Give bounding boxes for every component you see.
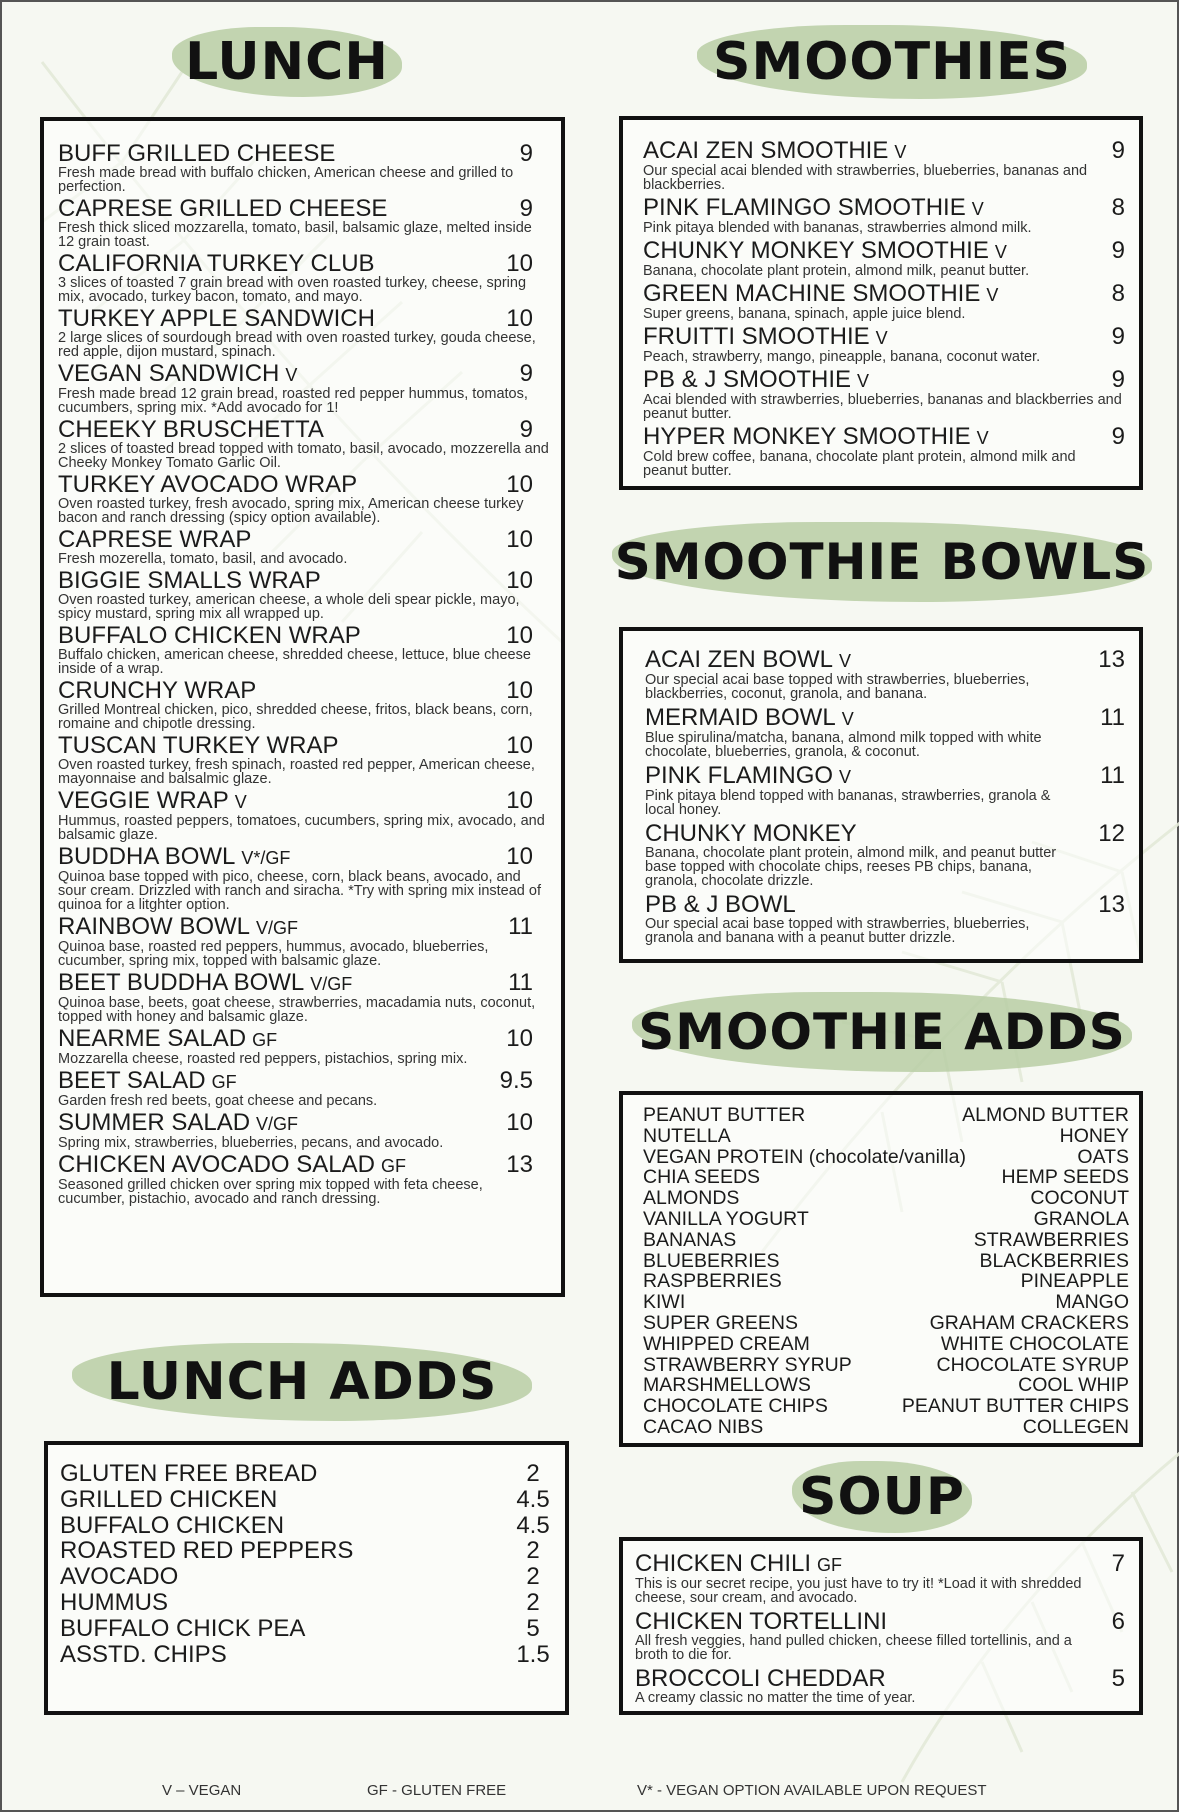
item-description: A creamy classic no matter the time of year.	[635, 1690, 916, 1706]
item-price: 10	[506, 843, 533, 870]
lunch-add-price: 2	[526, 1563, 540, 1591]
item-price: 10	[506, 1025, 533, 1052]
item-name-text: RAINBOW BOWL	[58, 913, 251, 940]
menu-item	[643, 195, 1125, 235]
item-name	[58, 472, 551, 498]
lunch-add-row	[60, 1642, 553, 1668]
item-name	[643, 367, 1125, 394]
lunch-item-list	[58, 141, 551, 1206]
item-name	[58, 141, 551, 167]
item-description: Banana, chocolate plant protein, almond milk, peanut butter.	[643, 263, 1030, 279]
smoothie-add-row	[643, 1167, 1129, 1188]
item-name	[58, 568, 551, 594]
lunch-adds-box	[44, 1441, 569, 1715]
item-description: Buffalo chicken, american cheese, shredded cheese, lettuce, blue cheese inside of a wrap.	[58, 647, 531, 677]
item-name	[58, 623, 551, 649]
item-name-text: CAPRESE GRILLED CHEESE	[58, 195, 388, 222]
smoothie-add-right: BLACKBERRIES	[979, 1249, 1129, 1272]
menu-item	[643, 238, 1125, 278]
item-description: Fresh made bread with buffalo chicken, American cheese and grilled to perfection.	[58, 165, 514, 195]
menu-item	[58, 472, 551, 525]
dietary-tag: V	[986, 285, 999, 305]
item-description: Quinoa base topped with pico, cheese, corn, black beans, avocado, and sour cream. Drizzled with ranch and siracha. *Try with spring mix instead of quinoa for a litghter option.	[58, 869, 541, 913]
smoothie-add-right: COCONUT	[1030, 1187, 1129, 1210]
menu-item	[58, 1026, 551, 1066]
item-description: Our special acai base topped with strawberries, blueberries, blackberries, coconut, granola, and banana.	[645, 672, 1030, 702]
item-name-text: CALIFORNIA TURKEY CLUB	[58, 250, 375, 277]
smoothie-add-row	[643, 1188, 1129, 1209]
item-description: Pink pitaya blend topped with bananas, strawberries, granola & local honey.	[645, 788, 1051, 818]
smoothie-add-row	[643, 1230, 1129, 1251]
smoothie-add-row	[643, 1209, 1129, 1230]
smoothie-add-right: GRAHAM CRACKERS	[929, 1311, 1129, 1334]
legend-vegan: V – VEGAN	[162, 1782, 242, 1799]
dietary-tag: V	[839, 767, 852, 787]
dietary-tag: V	[841, 709, 854, 729]
item-price: 11	[1100, 704, 1125, 731]
lunch-add-price: 5	[526, 1614, 540, 1642]
item-price: 9	[1111, 137, 1125, 164]
smoothie-add-right: STRAWBERRIES	[973, 1228, 1129, 1251]
dietary-tag: GF	[211, 1072, 237, 1092]
item-name	[635, 1666, 1125, 1692]
lunch-add-row	[60, 1513, 553, 1539]
item-price: 13	[1098, 646, 1125, 673]
item-name	[58, 678, 551, 704]
smoothie-add-left: CACAO NIBS	[643, 1415, 764, 1438]
menu-item	[58, 623, 551, 676]
item-description: Oven roasted turkey, fresh avocado, spring mix, American cheese turkey bacon and ranch dressing (spicy option available).	[58, 496, 524, 526]
item-description: Spring mix, strawberries, blueberries, pecans, and avocado.	[58, 1135, 444, 1151]
item-name-text: BUFFALO CHICKEN WRAP	[58, 622, 361, 649]
item-price: 9	[519, 195, 533, 222]
item-name	[645, 821, 1125, 847]
item-description: Banana, chocolate plant protein, almond milk, and peanut butter base topped with chocolate chips, reeses PB chips, banana, granola, chocolate drizzle.	[645, 845, 1057, 889]
item-name-text: GREEN MACHINE SMOOTHIE	[643, 280, 981, 307]
dietary-tag: GF	[380, 1156, 406, 1176]
item-name	[58, 527, 551, 553]
smoothie-add-row	[643, 1292, 1129, 1313]
item-name-text: CHUNKY MONKEY	[645, 820, 857, 847]
dietary-tag: V	[894, 142, 907, 162]
lunch-add-name: GRILLED CHICKEN	[60, 1485, 278, 1513]
item-name-text: CHUNKY MONKEY SMOOTHIE	[643, 237, 989, 264]
item-price: 5	[1111, 1665, 1125, 1692]
item-description: Hummus, roasted peppers, tomatoes, cucumbers, spring mix, avocado, and balsamic glaze.	[58, 813, 545, 843]
smoothie-add-left: CHOCOLATE CHIPS	[643, 1395, 828, 1418]
item-price: 9	[519, 360, 533, 387]
smoothies-list	[643, 138, 1125, 478]
menu-item	[645, 763, 1125, 817]
smoothie-add-right: OATS	[1077, 1145, 1129, 1168]
menu-item	[58, 568, 551, 621]
smoothie-add-right: WHITE CHOCOLATE	[940, 1332, 1129, 1355]
item-description: Quinoa base, roasted red peppers, hummus, avocado, blueberries, cucumber, spring mix, topped with balsamic glaze.	[58, 939, 489, 969]
item-name-text: BIGGIE SMALLS WRAP	[58, 567, 321, 594]
item-name-text: SUMMER SALAD	[58, 1109, 251, 1136]
item-price: 11	[1100, 762, 1125, 789]
smoothie-add-left: BANANAS	[643, 1228, 737, 1251]
dietary-tag: V*/GF	[241, 848, 291, 868]
item-price: 10	[506, 471, 533, 498]
dietary-tag: V	[994, 242, 1007, 262]
item-name	[58, 1068, 551, 1095]
item-price: 10	[506, 1109, 533, 1136]
item-name-text: TUSCAN TURKEY WRAP	[58, 732, 339, 759]
item-name-text: PB & J SMOOTHIE	[643, 366, 852, 393]
smoothie-add-left: MARSHMELLOWS	[643, 1374, 811, 1397]
lunch-add-name: BUFFALO CHICKEN	[60, 1511, 285, 1539]
smoothie-adds-box	[619, 1091, 1143, 1447]
item-price: 11	[508, 969, 533, 996]
item-name	[58, 1110, 551, 1137]
smoothie-add-row	[643, 1251, 1129, 1272]
item-name	[58, 914, 551, 941]
item-price: 8	[1111, 280, 1125, 307]
menu-item	[635, 1666, 1125, 1705]
item-name	[58, 417, 551, 443]
smoothie-add-left: PEANUT BUTTER	[643, 1104, 806, 1126]
smoothie-add-row	[643, 1126, 1129, 1147]
item-price: 9	[1111, 366, 1125, 393]
smoothie-add-left: STRAWBERRY SYRUP	[643, 1353, 852, 1376]
dietary-tag: V/GF	[256, 1114, 299, 1134]
item-price: 13	[1098, 891, 1125, 918]
smoothie-add-left: VEGAN PROTEIN (chocolate/vanilla)	[643, 1145, 966, 1168]
menu-item	[645, 705, 1125, 759]
smoothie-bowls-list	[645, 647, 1125, 945]
menu-item	[645, 647, 1125, 701]
dietary-tag: V	[976, 428, 989, 448]
lunch-adds-heading: LUNCH ADDS	[62, 1342, 542, 1422]
lunch-add-price: 2	[526, 1460, 540, 1487]
item-description: Our special acai blended with strawberries, blueberries, bananas and blackberries.	[643, 163, 1088, 193]
menu-item	[58, 678, 551, 731]
menu-item	[58, 527, 551, 566]
menu-item	[645, 821, 1125, 888]
dietary-tag: V/GF	[310, 974, 353, 994]
dietary-tag: V	[971, 199, 984, 219]
item-description: Oven roasted turkey, fresh spinach, roasted red pepper, American cheese, mayonnaise and balsalmic glaze.	[58, 757, 535, 787]
item-name-text: HYPER MONKEY SMOOTHIE	[643, 423, 971, 450]
item-description: Quinoa base, beets, goat cheese, strawberries, macadamia nuts, coconut, topped with honey and balsamic glaze.	[58, 995, 536, 1025]
menu-item	[58, 733, 551, 786]
item-name-text: BEET BUDDHA BOWL	[58, 969, 305, 996]
item-description: 2 slices of toasted bread topped with tomato, basil, avocado, mozzerella and Cheeky Monkey Tomato Garlic Oil.	[58, 441, 549, 471]
item-description: Mozzarella cheese, roasted red peppers, pistachios, spring mix.	[58, 1051, 468, 1067]
item-price: 10	[506, 567, 533, 594]
menu-item	[58, 306, 551, 359]
smoothie-bowls-heading: SMOOTHIE BOWLS	[602, 522, 1162, 602]
smoothie-add-right: PINEAPPLE	[1020, 1270, 1129, 1293]
item-name-text: CHICKEN AVOCADO SALAD	[58, 1151, 375, 1178]
item-price: 9	[519, 416, 533, 443]
item-description: 3 slices of toasted 7 grain bread with oven roasted turkey, cheese, spring mix, avocado, turkey bacon, tomato, and mayo.	[58, 275, 527, 305]
item-description: Pink pitaya blended with bananas, strawberries almond milk.	[643, 220, 1032, 236]
item-name-text: BUFF GRILLED CHEESE	[58, 140, 336, 167]
item-name-text: VEGAN SANDWICH	[58, 360, 280, 387]
item-price: 10	[506, 787, 533, 814]
lunch-add-row	[60, 1590, 553, 1616]
item-name	[58, 970, 551, 997]
smoothie-add-left: ALMONDS	[643, 1187, 740, 1210]
item-description: Fresh mozerella, tomato, basil, and avocado.	[58, 551, 348, 567]
item-price: 13	[506, 1151, 533, 1178]
smoothie-add-right: GRANOLA	[1033, 1207, 1129, 1230]
item-description: This is our secret recipe, you just have to try it! *Load it with shredded cheese, sour cream, and avocado.	[635, 1576, 1082, 1606]
legend-gluten-free: GF - GLUTEN FREE	[367, 1782, 507, 1799]
menu-item	[58, 196, 551, 249]
lunch-add-row	[60, 1461, 553, 1487]
soup-list	[635, 1551, 1125, 1705]
item-name-text: FRUITTI SMOOTHIE	[643, 323, 870, 350]
smoothie-add-left: KIWI	[643, 1291, 686, 1314]
lunch-add-price: 4.5	[516, 1511, 550, 1539]
smoothie-add-left: WHIPPED CREAM	[643, 1332, 810, 1355]
smoothies-box	[619, 116, 1143, 490]
lunch-add-row	[60, 1564, 553, 1590]
item-name	[58, 844, 551, 871]
item-name-text: PINK FLAMINGO	[645, 762, 834, 789]
smoothie-add-right: CHOCOLATE SYRUP	[936, 1353, 1129, 1376]
smoothie-add-left: VANILLA YOGURT	[643, 1207, 809, 1230]
smoothie-add-right: HONEY	[1059, 1124, 1129, 1147]
lunch-add-price: 1.5	[516, 1640, 550, 1668]
item-name-text: NEARME SALAD	[58, 1025, 247, 1052]
smoothie-add-row	[643, 1355, 1129, 1376]
item-price: 9	[1111, 237, 1125, 264]
lunch-add-row	[60, 1616, 553, 1642]
item-description: Fresh thick sliced mozzarella, tomato, basil, balsamic glaze, melted inside 12 grain toast.	[58, 220, 532, 250]
item-name-text: PINK FLAMINGO SMOOTHIE	[643, 194, 966, 221]
menu-item	[58, 1110, 551, 1150]
item-name	[643, 195, 1125, 222]
smoothie-add-left: NUTELLA	[643, 1124, 731, 1147]
lunch-add-row	[60, 1487, 553, 1513]
item-description: Acai blended with strawberries, blueberries, bananas and blackberries and peanut butter.	[643, 392, 1122, 422]
lunch-add-name: HUMMUS	[60, 1588, 168, 1616]
lunch-add-row	[60, 1538, 553, 1564]
menu-item	[643, 281, 1125, 321]
item-name	[645, 705, 1125, 732]
item-name-text: ACAI ZEN SMOOTHIE	[643, 137, 889, 164]
item-name	[643, 424, 1125, 451]
smoothie-add-right: PEANUT BUTTER CHIPS	[901, 1395, 1129, 1418]
item-description: Seasoned grilled chicken over spring mix topped with feta cheese, cucumber, pistachio, avocado and ranch dressing.	[58, 1177, 483, 1207]
item-price: 10	[506, 622, 533, 649]
dietary-tag: V/GF	[256, 918, 299, 938]
smoothie-adds-heading: SMOOTHIE ADDS	[622, 992, 1142, 1072]
menu-item	[645, 892, 1125, 945]
item-name-text: CHICKEN TORTELLINI	[635, 1608, 888, 1635]
item-name-text: PB & J BOWL	[645, 891, 796, 918]
item-name	[645, 763, 1125, 790]
item-description: Our special acai base topped with strawberries, blueberries, granola and banana with a peanut butter drizzle.	[645, 916, 1030, 946]
soup-box	[619, 1537, 1143, 1715]
item-name	[58, 196, 551, 222]
smoothie-add-row	[643, 1375, 1129, 1396]
item-name-text: BUDDHA BOWL	[58, 843, 236, 870]
smoothie-add-left: CHIA SEEDS	[643, 1166, 761, 1189]
smoothies-heading: SMOOTHIES	[682, 22, 1102, 102]
item-name-text: CHICKEN CHILI	[635, 1550, 812, 1577]
item-name-text: BROCCOLI CHEDDAR	[635, 1665, 886, 1692]
item-name-text: MERMAID BOWL	[645, 704, 836, 731]
dietary-tag: V	[234, 792, 247, 812]
smoothie-add-row	[643, 1417, 1129, 1438]
smoothie-add-right: HEMP SEEDS	[1001, 1166, 1129, 1189]
menu-item	[643, 324, 1125, 364]
item-name	[643, 324, 1125, 351]
item-name-text: TURKEY AVOCADO WRAP	[58, 471, 358, 498]
lunch-add-name: ROASTED RED PEPPERS	[60, 1537, 354, 1565]
item-name-text: ACAI ZEN BOWL	[645, 646, 834, 673]
smoothie-add-left: BLUEBERRIES	[643, 1249, 780, 1272]
item-price: 10	[506, 305, 533, 332]
legend-vegan-option: V* - VEGAN OPTION AVAILABLE UPON REQUEST	[637, 1782, 987, 1799]
item-name-text: CHEEKY BRUSCHETTA	[58, 416, 324, 443]
item-price: 10	[506, 677, 533, 704]
smoothie-add-row	[643, 1271, 1129, 1292]
item-name	[643, 138, 1125, 165]
item-description: All fresh veggies, hand pulled chicken, cheese filled tortellinis, and a broth to die for.	[635, 1633, 1072, 1663]
lunch-heading: LUNCH	[152, 22, 422, 102]
item-name	[58, 1152, 551, 1179]
menu-item	[58, 417, 551, 470]
lunch-add-name: GLUTEN FREE BREAD	[60, 1460, 318, 1487]
dietary-tag: V	[285, 365, 298, 385]
dietary-tag: V	[875, 328, 888, 348]
menu-item	[635, 1609, 1125, 1662]
smoothie-bowls-box	[619, 627, 1143, 963]
menu-item	[635, 1551, 1125, 1605]
lunch-add-name: ASSTD. CHIPS	[60, 1640, 227, 1668]
item-name	[58, 733, 551, 759]
item-description: Peach, strawberry, mango, pineapple, banana, coconut water.	[643, 349, 1041, 365]
item-description: Fresh made bread 12 grain bread, roasted red pepper hummus, tomatos, cucumbers, spring mix. *Add avocado for 1!	[58, 386, 528, 416]
item-name-text: VEGGIE WRAP	[58, 787, 229, 814]
lunch-add-price: 2	[526, 1588, 540, 1616]
item-price: 10	[506, 526, 533, 553]
item-price: 9.5	[499, 1067, 533, 1094]
item-description: Super greens, banana, spinach, apple juice blend.	[643, 306, 966, 322]
item-price: 7	[1111, 1550, 1125, 1577]
item-name	[635, 1609, 1125, 1635]
menu-item	[643, 367, 1125, 421]
smoothie-add-row	[643, 1105, 1129, 1126]
menu-item	[58, 844, 551, 912]
smoothie-add-right: MANGO	[1055, 1291, 1129, 1314]
smoothie-add-row	[643, 1147, 1129, 1168]
item-name-text: CRUNCHY WRAP	[58, 677, 257, 704]
lunch-add-name: BUFFALO CHICK PEA	[60, 1614, 306, 1642]
item-description: Oven roasted turkey, american cheese, a whole deli spear pickle, mayo, spicy mustard, spring mix all wrapped up.	[58, 592, 520, 622]
menu-item	[643, 138, 1125, 192]
smoothie-add-row	[643, 1313, 1129, 1334]
item-price: 10	[506, 250, 533, 277]
item-price: 9	[519, 140, 533, 167]
menu-item	[58, 914, 551, 968]
item-description: Blue spirulina/matcha, banana, almond milk topped with white chocolate, blueberries, granola, & coconut.	[645, 730, 1042, 760]
item-description: Grilled Montreal chicken, pico, shredded cheese, fritos, black beans, corn, romaine and chipotle dressing.	[58, 702, 533, 732]
smoothie-add-left: SUPER GREENS	[643, 1311, 798, 1334]
menu-item	[58, 1068, 551, 1108]
item-price: 9	[1111, 423, 1125, 450]
lunch-menu-box	[40, 117, 565, 1297]
dietary-tag: GF	[817, 1555, 843, 1575]
item-name	[645, 892, 1125, 918]
menu-item	[58, 970, 551, 1024]
item-name-text: CAPRESE WRAP	[58, 526, 252, 553]
item-description: 2 large slices of sourdough bread with oven roasted turkey, gouda cheese, red apple, dijon mustard, spinach.	[58, 330, 536, 360]
item-name	[58, 251, 551, 277]
dietary-tag: GF	[252, 1030, 278, 1050]
menu-item	[58, 1152, 551, 1206]
menu-item	[58, 251, 551, 304]
smoothie-add-right: COLLEGEN	[1022, 1415, 1129, 1438]
smoothie-add-right: COOL WHIP	[1018, 1374, 1129, 1397]
item-price: 9	[1111, 323, 1125, 350]
item-name	[645, 647, 1125, 674]
item-name	[58, 361, 551, 388]
item-name	[643, 238, 1125, 265]
item-description: Garden fresh red beets, goat cheese and pecans.	[58, 1093, 378, 1109]
smoothie-add-left: RASPBERRIES	[643, 1270, 782, 1293]
item-name-text: BEET SALAD	[58, 1067, 206, 1094]
item-price: 6	[1111, 1608, 1125, 1635]
menu-item	[58, 788, 551, 842]
lunch-add-price: 4.5	[516, 1485, 550, 1513]
item-name	[643, 281, 1125, 308]
item-description: Cold brew coffee, banana, chocolate plant protein, almond milk and peanut butter.	[643, 449, 1076, 479]
menu-item	[58, 141, 551, 194]
item-price: 8	[1111, 194, 1125, 221]
dietary-tag: V	[839, 651, 852, 671]
menu-item	[643, 424, 1125, 478]
smoothie-add-right: ALMOND BUTTER	[962, 1104, 1129, 1126]
smoothie-add-row	[643, 1334, 1129, 1355]
item-name-text: TURKEY APPLE SANDWICH	[58, 305, 375, 332]
smoothie-add-row	[643, 1396, 1129, 1417]
item-name	[58, 1026, 551, 1053]
item-price: 11	[508, 913, 533, 940]
item-price: 12	[1098, 820, 1125, 847]
item-name	[58, 306, 551, 332]
dietary-tag: V	[857, 371, 870, 391]
menu-item	[58, 361, 551, 415]
lunch-add-price: 2	[526, 1537, 540, 1565]
item-name	[635, 1551, 1125, 1578]
item-price: 10	[506, 732, 533, 759]
soup-heading: SOUP	[782, 1457, 982, 1537]
lunch-adds-list	[60, 1461, 553, 1667]
lunch-add-name: AVOCADO	[60, 1563, 179, 1591]
item-name	[58, 788, 551, 815]
smoothie-adds-list	[643, 1105, 1129, 1438]
